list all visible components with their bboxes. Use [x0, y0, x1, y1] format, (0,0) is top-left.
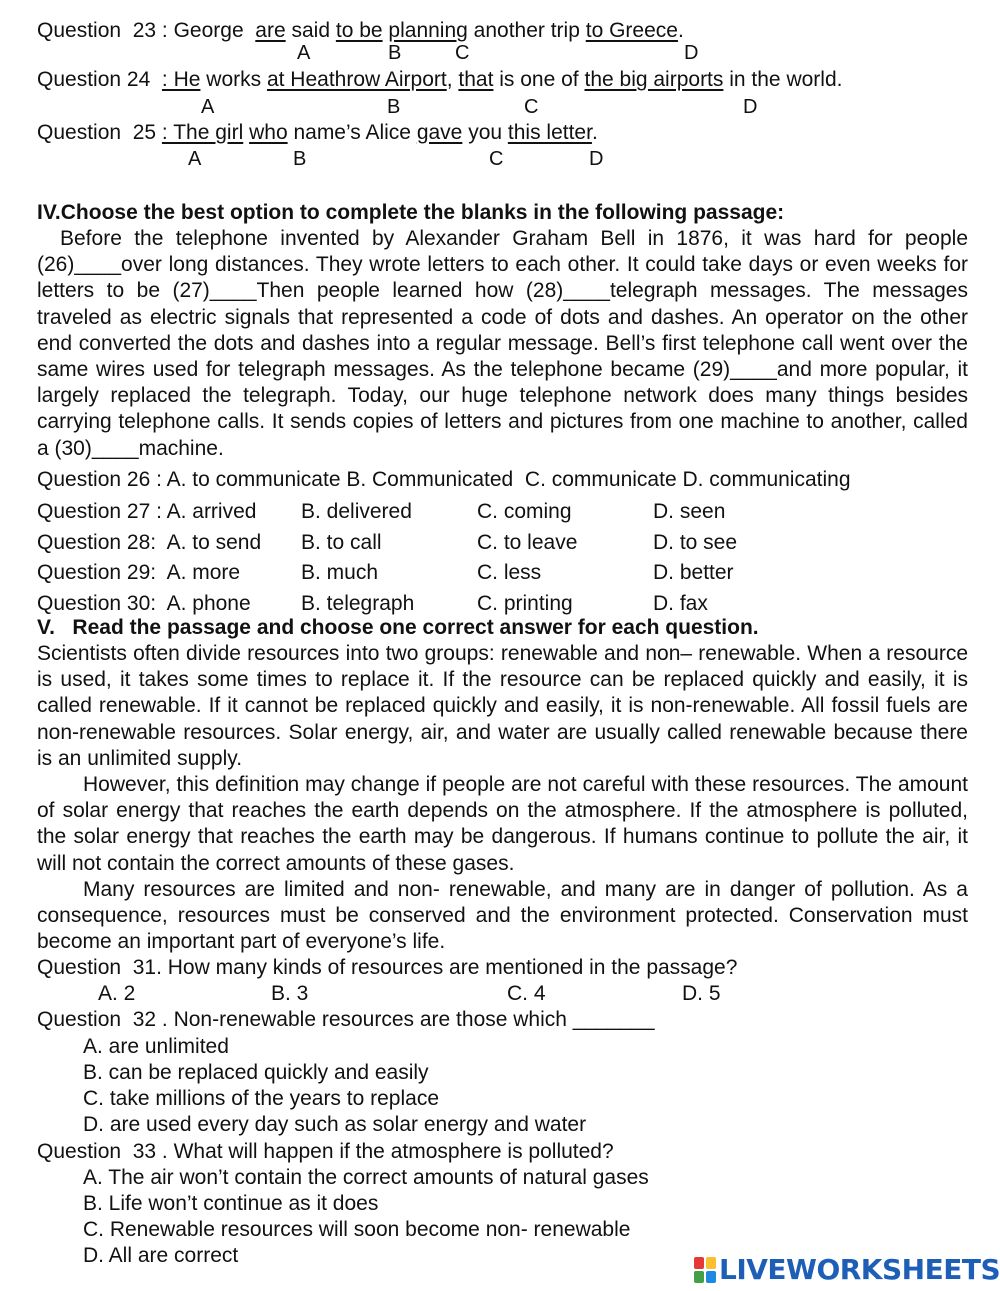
q24-letter-b: B: [387, 96, 401, 118]
q25-part-c: gave: [416, 121, 463, 144]
q25-label: Question 25: [37, 121, 162, 144]
q24-part-c: that: [458, 68, 494, 91]
q24-part-a: : He: [161, 68, 201, 91]
question-25: [37, 120, 598, 146]
section-4-heading: IV.Choose the best option to complete the blanks in the following passage:: [37, 201, 785, 224]
section-4-passage-text: Before the telephone invented by Alexander Graham Bell in 1876, it was hard for people (26)____over long distances. They wrote letters to each other. It could take days or even weeks for letters to be (27)____Then people learned how (28)____telegraph messages. The messages traveled as electric signals that represented a code of dots and dashes. An operator on the other end converted the dots and dashes into a regular message. Bell’s first telephone call went over the same wires used for telegraph messages. As the telephone became (29)____and more popular, it largely replaced the telegraph. Today, our huge telephone network does many things besides carrying telephone calls. It sends copies of letters and pictures from one machine to another, called a (30)____machine.: [37, 227, 968, 460]
liveworksheets-logo: [694, 1253, 1000, 1286]
q25-text: you: [462, 121, 508, 144]
q25-text: .: [591, 121, 598, 144]
q33-option-b: B. Life won’t continue as it does: [83, 1192, 379, 1215]
question-28-a: Question 28: A. to send: [37, 531, 262, 554]
question-33: Question 33 . What will happen if the atmosphere is polluted?: [37, 1140, 614, 1163]
q33-option-a: A. The air won’t contain the correct amounts of natural gases: [83, 1166, 649, 1189]
question-31: Question 31. How many kinds of resources are mentioned in the passage?: [37, 956, 738, 979]
q25-part-b: who: [249, 121, 288, 144]
q25-text: name’s Alice: [287, 121, 417, 144]
question-29-c: C. less: [477, 561, 542, 584]
q24-text: in the world.: [723, 68, 843, 91]
q32-option-a: A. are unlimited: [83, 1035, 229, 1058]
section-4-passage: [37, 226, 968, 462]
logo-square-red: [694, 1257, 704, 1269]
q31-option-b: B. 3: [271, 982, 309, 1005]
q24-part-d: the big airports: [584, 68, 724, 91]
q23-text: another trip: [467, 19, 586, 42]
q24-text: is one of: [493, 68, 585, 91]
question-27-b: B. delivered: [301, 500, 412, 523]
q24-letter-d: D: [743, 96, 758, 118]
question-29-a: Question 29: A. more: [37, 561, 241, 584]
question-28-b: B. to call: [301, 531, 382, 554]
question-29-d: D. better: [653, 561, 734, 584]
q23-letter-b: B: [388, 42, 402, 64]
q31-option-c: C. 4: [507, 982, 546, 1005]
q23-part-b: to be: [335, 19, 383, 42]
question-23: [37, 18, 684, 44]
q32-option-d: D. are used every day such as solar energy and water: [83, 1113, 587, 1136]
q25-part-a: : The girl: [161, 121, 244, 144]
question-32: Question 32 . Non-renewable resources are those which _______: [37, 1008, 655, 1031]
q24-label: Question 24: [37, 68, 162, 91]
question-30-a: Question 30: A. phone: [37, 592, 251, 615]
q25-letter-a: A: [188, 148, 202, 170]
q23-letter-c: C: [455, 42, 470, 64]
section-5-paragraph-3: Many resources are limited and non- renewable, and many are in danger of pollution. As a consequence, resources must be conserved and the environment protected. Conservation must become an important part of everyone’s life.: [37, 877, 968, 954]
logo-square-yellow: [706, 1257, 716, 1269]
q24-letter-a: A: [201, 96, 215, 118]
section-5-heading: V. Read the passage and choose one correct answer for each question.: [37, 616, 759, 639]
logo-square-green: [694, 1271, 704, 1283]
q24-text: works: [200, 68, 267, 91]
logo-text: LIVEWORKSHEETS: [719, 1253, 1000, 1286]
q24-text: ,: [446, 68, 459, 91]
q23-part-d: to Greece: [585, 19, 678, 42]
q23-text: said: [285, 19, 336, 42]
question-28-d: D. to see: [653, 531, 738, 554]
q25-letter-b: B: [293, 148, 307, 170]
q33-option-d: D. All are correct: [83, 1244, 239, 1267]
section-5-paragraph-1: Scientists often divide resources into two groups: renewable and non– renewable. When a resource is used, it takes some times to replace it. If the resource can be replaced quickly and easily, it is called renewable. If it cannot be replaced quickly and easily, it is non-renewable. All fossil fuels are non-renewable resources. Solar energy, air, and water are usually called renewable because there is an unlimited supply.: [37, 642, 968, 770]
question-28-c: C. to leave: [477, 531, 578, 554]
q32-option-c: C. take millions of the years to replace: [83, 1087, 439, 1110]
logo-square-blue: [706, 1271, 716, 1283]
q24-part-b: at Heathrow Airport: [266, 68, 447, 91]
question-27-c: C. coming: [477, 500, 572, 523]
q31-option-a: A. 2: [98, 982, 136, 1005]
q24-letter-c: C: [524, 96, 539, 118]
question-27-d: D. seen: [653, 500, 726, 523]
section-5-passage: [37, 641, 968, 955]
q23-label: Question 23 : George: [37, 19, 256, 42]
q32-option-b: B. can be replaced quickly and easily: [83, 1061, 429, 1084]
q23-letter-d: D: [684, 42, 699, 64]
q23-letter-a: A: [297, 42, 311, 64]
logo-mark-icon: [694, 1257, 716, 1283]
question-26: Question 26 : A. to communicate B. Communicated C. communicate D. communicating: [37, 468, 851, 491]
q25-letter-c: C: [489, 148, 504, 170]
q23-text: .: [677, 19, 684, 42]
question-27-a: Question 27 : A. arrived: [37, 500, 257, 523]
section-5-paragraph-2: However, this definition may change if people are not careful with these resources. The amount of solar energy that reaches the earth depends on the atmosphere. If the atmosphere is polluted, the solar energy that reaches the earth may be dangerous. If humans continue to pollute the air, it will not contain the correct amounts of these gases.: [37, 773, 968, 875]
question-29-b: B. much: [301, 561, 379, 584]
q33-option-c: C. Renewable resources will soon become non- renewable: [83, 1218, 631, 1241]
question-30-b: B. telegraph: [301, 592, 415, 615]
q31-option-d: D. 5: [682, 982, 721, 1005]
q23-part-c: planning: [388, 19, 468, 42]
q23-part-a: are: [255, 19, 286, 42]
question-30-d: D. fax: [653, 592, 708, 615]
q25-letter-d: D: [589, 148, 604, 170]
question-24: [37, 67, 842, 93]
q25-part-d: this letter: [507, 121, 592, 144]
question-30-c: C. printing: [477, 592, 573, 615]
